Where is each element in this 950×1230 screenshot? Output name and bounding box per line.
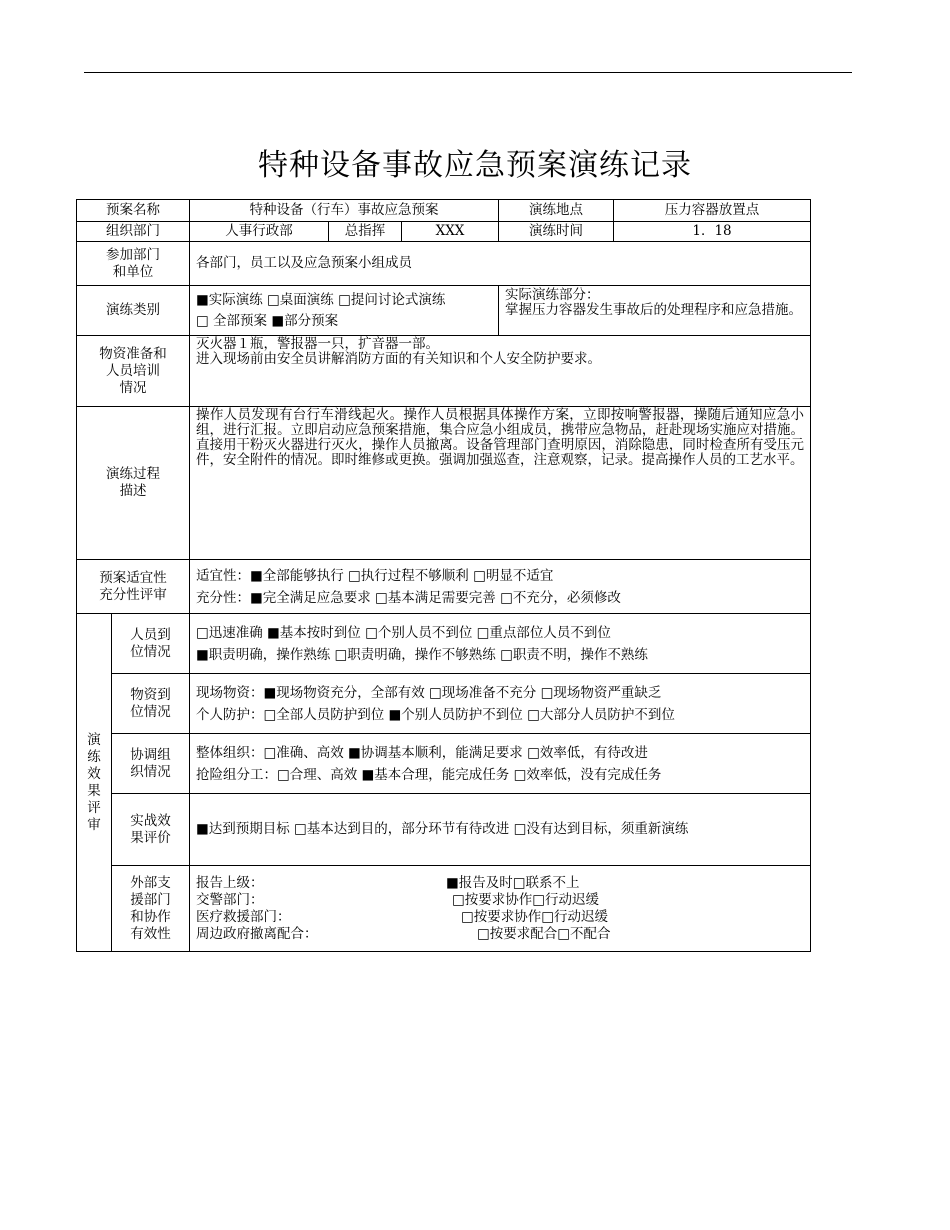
suitability-line-1: 适宜性：■全部能够执行 □执行过程不够顺利 □明显不适宜 xyxy=(196,567,554,584)
evaluation-group-label xyxy=(77,614,112,952)
drill-type-part xyxy=(499,286,811,336)
external-item-options: □按要求配合□不配合 xyxy=(477,925,611,942)
plan-name-value: 特种设备（行车）事故应急预案 xyxy=(190,200,499,222)
coordination-label xyxy=(112,734,190,794)
coordination-row xyxy=(77,734,811,794)
drill-type-line-1: ■实际演练 □桌面演练 □提问讨论式演练 xyxy=(196,291,446,308)
external-item-options: ■报告及时□联系不上 xyxy=(446,874,580,891)
location-label: 演练地点 xyxy=(499,200,614,222)
supplies-label-2: 位情况 xyxy=(130,703,171,720)
external-item-name: 交警部门： xyxy=(196,891,264,908)
evaluation-char-4: 果 xyxy=(87,782,101,799)
evaluation-char-2: 练 xyxy=(87,748,101,765)
external-label-4: 有效性 xyxy=(130,925,171,942)
suitability-row xyxy=(77,560,811,614)
supplies-label xyxy=(112,674,190,734)
participants-label-1: 参加部门 xyxy=(106,246,160,263)
personnel-line-1: □迅速准确 ■基本按时到位 □个别人员不到位 □重点部位人员不到位 xyxy=(196,624,611,641)
process-label-1: 演练过程 xyxy=(106,466,160,482)
org-row xyxy=(77,222,811,242)
supplies-label-1: 物资到 xyxy=(130,686,171,703)
external-item xyxy=(196,909,804,926)
materials-row xyxy=(77,336,811,407)
time-label: 演练时间 xyxy=(499,222,614,242)
external-row xyxy=(77,866,811,952)
process-label xyxy=(77,407,190,560)
participants-label-2: 和单位 xyxy=(112,263,154,280)
evaluation-char-3: 效 xyxy=(87,765,101,782)
suitability-label-1: 预案适宜性 xyxy=(99,569,167,586)
external-item-options: □按要求协作□行动迟缓 xyxy=(452,891,600,908)
plan-name-label: 预案名称 xyxy=(77,200,190,222)
process-row xyxy=(77,407,811,560)
org-value: 人事行政部 xyxy=(190,222,329,242)
participants-row xyxy=(77,242,811,286)
org-label: 组织部门 xyxy=(77,222,190,242)
external-item-name: 医疗救援部门： xyxy=(196,908,291,925)
suitability-label xyxy=(77,560,190,614)
materials-line-1: 灭火器１瓶，警报器一只，扩音器一部。 xyxy=(196,336,439,352)
drill-type-line-2: □ 全部预案 ■部分预案 xyxy=(196,312,339,329)
external-item-name: 报告上级： xyxy=(196,874,264,891)
process-text: 操作人员发现有台行车滑线起火。操作人员根据具体操作方案，立即按响警报器，操随后通知应急小组，进行汇报。立即启动应急预案措施，集合应急小组成员，携带应急物品，赶赴现场实施应对措施。直接用干粉灭火器进行灭火，操作人员撤离。设备管理部门查明原因，消除隐患，同时检查所有受压元件，安全附件的情况。即时维修或更换。强调加强巡查，注意观察，记录。提高操作人员的工艺水平。 xyxy=(190,407,811,560)
supplies-value xyxy=(190,674,811,734)
combat-value: ■达到预期目标 □基本达到目的，部分环节有待改进 □没有达到目标，须重新演练 xyxy=(190,794,811,866)
personnel-line-2: ■职责明确，操作熟练 □职责明确，操作不够熟练 □职责不明，操作不熟练 xyxy=(196,646,648,663)
combat-label xyxy=(112,794,190,866)
supplies-line-1: 现场物资：■现场物资充分，全部有效 □现场准备不充分 □现场物资严重缺乏 xyxy=(196,684,662,701)
external-label-3: 和协作 xyxy=(130,908,171,925)
suitability-line-2: 充分性：■完全满足应急要求 □基本满足需要完善 □不充分，必须修改 xyxy=(196,589,621,606)
materials-label-3: 情况 xyxy=(119,379,147,396)
supplies-row xyxy=(77,674,811,734)
materials-line-2: 进入现场前由安全员讲解消防方面的有关知识和个人安全防护要求。 xyxy=(196,351,601,367)
materials-label xyxy=(77,336,190,407)
personnel-label-2: 位情况 xyxy=(130,643,171,660)
evaluation-char-6: 审 xyxy=(87,816,101,833)
personnel-row xyxy=(77,614,811,674)
external-item xyxy=(196,892,804,909)
evaluation-char-1: 演 xyxy=(87,731,101,748)
external-label xyxy=(112,866,190,952)
evaluation-char-5: 评 xyxy=(87,799,101,816)
materials-label-1: 物资准备和 xyxy=(99,345,167,362)
external-label-2: 援部门 xyxy=(130,891,171,908)
coordination-label-1: 协调组 xyxy=(130,746,171,763)
plan-name-row xyxy=(77,200,811,222)
suitability-value xyxy=(190,560,811,614)
materials-value xyxy=(190,336,811,407)
combat-label-1: 实战效 xyxy=(130,812,171,829)
combat-label-2: 果评价 xyxy=(130,829,171,846)
combat-row xyxy=(77,794,811,866)
supplies-line-2: 个人防护：□全部人员防护到位 ■个别人员防护不到位 □大部分人员防护不到位 xyxy=(196,706,675,723)
drill-type-label: 演练类别 xyxy=(77,286,190,336)
external-item xyxy=(196,875,804,892)
personnel-label-1: 人员到 xyxy=(130,626,171,643)
external-label-1: 外部支 xyxy=(130,874,171,891)
coordination-label-2: 织情况 xyxy=(130,763,171,780)
participants-label xyxy=(77,242,190,286)
drill-part-title: 实际演练部分： xyxy=(505,287,600,303)
external-item-name: 周边政府撤离配合： xyxy=(196,925,318,942)
location-value: 压力容器放置点 xyxy=(614,200,811,222)
coordination-value xyxy=(190,734,811,794)
personnel-label xyxy=(112,614,190,674)
commander-label: 总指挥 xyxy=(329,222,402,242)
drill-record-table xyxy=(76,199,811,952)
external-item-options: □按要求协作□行动迟缓 xyxy=(461,908,609,925)
external-value xyxy=(190,866,811,952)
coordination-line-2: 抢险组分工：□合理、高效 ■基本合理，能完成任务 □效率低，没有完成任务 xyxy=(196,766,662,783)
suitability-label-2: 充分性评审 xyxy=(99,586,167,603)
commander-value: XXX xyxy=(402,222,499,242)
drill-type-row xyxy=(77,286,811,336)
drill-part-desc: 掌握压力容器发生事故后的处理程序和应急措施。 xyxy=(505,302,803,318)
materials-label-2: 人员培训 xyxy=(106,362,160,379)
time-value: 1．18 xyxy=(614,222,811,242)
external-item xyxy=(196,926,804,943)
header-rule xyxy=(84,72,852,73)
page-title: 特种设备事故应急预案演练记录 xyxy=(258,148,692,183)
drill-type-options xyxy=(190,286,499,336)
process-label-2: 描述 xyxy=(119,483,147,499)
personnel-value xyxy=(190,614,811,674)
coordination-line-1: 整体组织：□准确、高效 ■协调基本顺利，能满足要求 □效率低，有待改进 xyxy=(196,744,648,761)
participants-value: 各部门，员工以及应急预案小组成员 xyxy=(190,242,811,286)
